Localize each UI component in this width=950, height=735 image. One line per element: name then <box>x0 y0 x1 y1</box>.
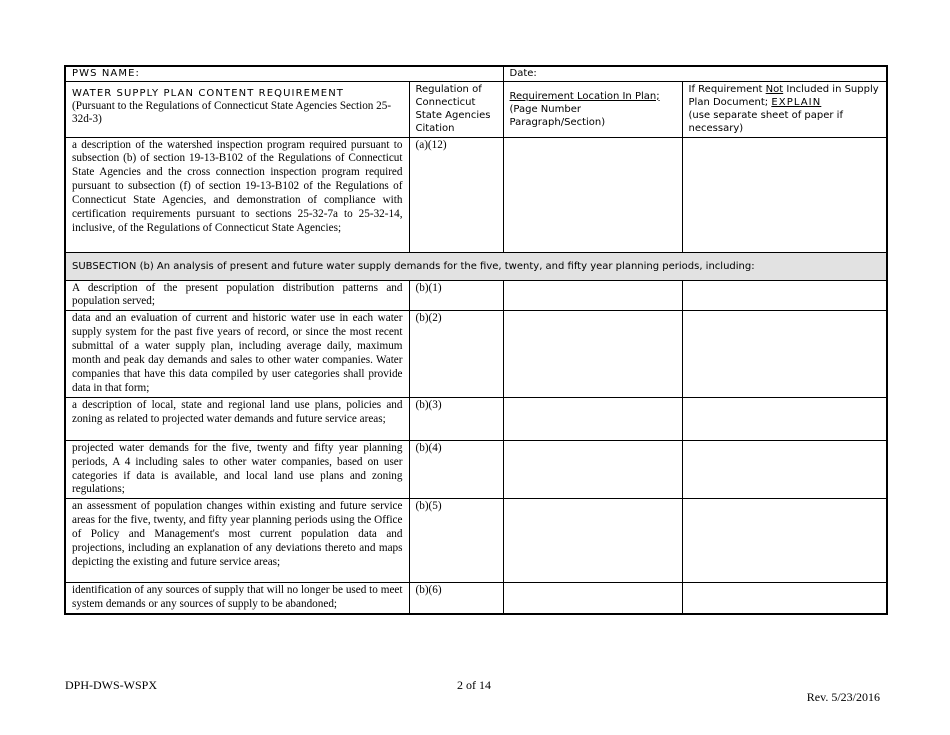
requirement-description: identification of any sources of supply that will no longer be used to meet system demands or any sources of supply to be abandoned; <box>65 583 409 614</box>
location-input-cell[interactable] <box>503 397 682 440</box>
table-row <box>65 440 887 499</box>
location-input-cell[interactable] <box>503 137 682 252</box>
location-input-cell[interactable] <box>503 440 682 499</box>
col4-text-a: If Requirement <box>688 83 766 95</box>
table-row <box>65 311 887 397</box>
requirement-description: a description of the watershed inspection program required pursuant to subsection (b) of section 19-13-B102 of the Regulations of Connecticut State Agencies and the cross connection inspection program required pursuant to subsection (f) of section 19-13-B102 of the Regulations of Connecticut State Agencies, and demonstration of compliance with certification requirements pursuant to sections 25-32-7a to 25-32-14, inclusive, of the Regulations of Connecticut State Agencies; <box>65 137 409 252</box>
citation: (b)(3) <box>409 397 503 440</box>
explain-input-cell[interactable] <box>682 397 887 440</box>
explain-input-cell[interactable] <box>682 280 887 311</box>
explain-input-cell[interactable] <box>682 137 887 252</box>
requirements-table <box>64 65 888 615</box>
col3-subtitle: (Page Number Paragraph/Section) <box>509 103 606 128</box>
revision-date: Rev. 5/23/2016 <box>806 690 880 704</box>
column-header-row <box>65 81 887 137</box>
col4-not: Not <box>765 83 784 95</box>
col3-title: Requirement Location In Plan; <box>509 90 660 102</box>
requirement-description: A description of the present population distribution patterns and population served; <box>65 280 409 311</box>
date-label: Date: <box>509 68 537 79</box>
col4-note: (use separate sheet of paper if necessary) <box>688 109 843 134</box>
requirement-description: a description of local, state and regional land use plans, policies and zoning as related to projected water demands and future service areas; <box>65 397 409 440</box>
citation: (b)(5) <box>409 499 503 583</box>
requirement-description: an assessment of population changes within existing and future service areas for the five, twenty, and fifty year planning periods using the Office of Policy and Management's most current population data and projections, including an explanation of any deviations thereto and maps depicting the existing and future service areas; <box>65 499 409 583</box>
explain-input-cell[interactable] <box>682 311 887 397</box>
subsection-b-label: SUBSECTION (b) An analysis of present and future water supply demands for the five, twenty, and fifty year planning periods, including: <box>65 252 887 280</box>
col-header-citation <box>409 81 503 137</box>
col-header-explain <box>682 81 887 137</box>
table-row <box>65 583 887 614</box>
pws-name-field[interactable] <box>65 66 503 81</box>
location-input-cell[interactable] <box>503 583 682 614</box>
table-row <box>65 397 887 440</box>
requirement-description: data and an evaluation of current and historic water use in each water supply system for the past five years of record, or since the most recent submittal of a water supply plan, including average daily, maximum month and peak day demands and sales to other water companies. Water companies that have this data compiled by user categories shall provide data in that form; <box>65 311 409 397</box>
col4-text-b: Included in Supply Plan Document; <box>688 83 879 108</box>
date-field[interactable] <box>503 66 887 81</box>
page-number: 2 of 14 <box>457 678 491 692</box>
col-header-location <box>503 81 682 137</box>
citation: (a)(12) <box>409 137 503 252</box>
col-header-requirement <box>65 81 409 137</box>
requirement-description: projected water demands for the five, twenty and fifty year planning periods, A 4 including sales to other water companies, based on user categories if data is available, and local land use plans and zoning regulations; <box>65 440 409 499</box>
col1-subtitle: (Pursuant to the Regulations of Connecticut State Agencies Section 25-32d-3) <box>72 99 392 126</box>
location-input-cell[interactable] <box>503 280 682 311</box>
citation: (b)(6) <box>409 583 503 614</box>
form-id: DPH-DWS-WSPX <box>65 678 158 692</box>
col2-title: Regulation of Connecticut State Agencies Citation <box>415 83 491 134</box>
subsection-b-row <box>65 252 887 280</box>
location-input-cell[interactable] <box>503 499 682 583</box>
citation: (b)(1) <box>409 280 503 311</box>
location-input-cell[interactable] <box>503 311 682 397</box>
table-row <box>65 499 887 583</box>
explain-input-cell[interactable] <box>682 499 887 583</box>
col4-explain: EXPLAIN <box>771 96 822 108</box>
explain-input-cell[interactable] <box>682 583 887 614</box>
explain-input-cell[interactable] <box>682 440 887 499</box>
table-row <box>65 280 887 311</box>
col1-title: WATER SUPPLY PLAN CONTENT REQUIREMENT <box>72 87 344 99</box>
citation: (b)(4) <box>409 440 503 499</box>
pws-name-label: PWS NAME: <box>72 68 140 79</box>
table-row <box>65 137 887 252</box>
citation: (b)(2) <box>409 311 503 397</box>
pws-row <box>65 66 887 81</box>
